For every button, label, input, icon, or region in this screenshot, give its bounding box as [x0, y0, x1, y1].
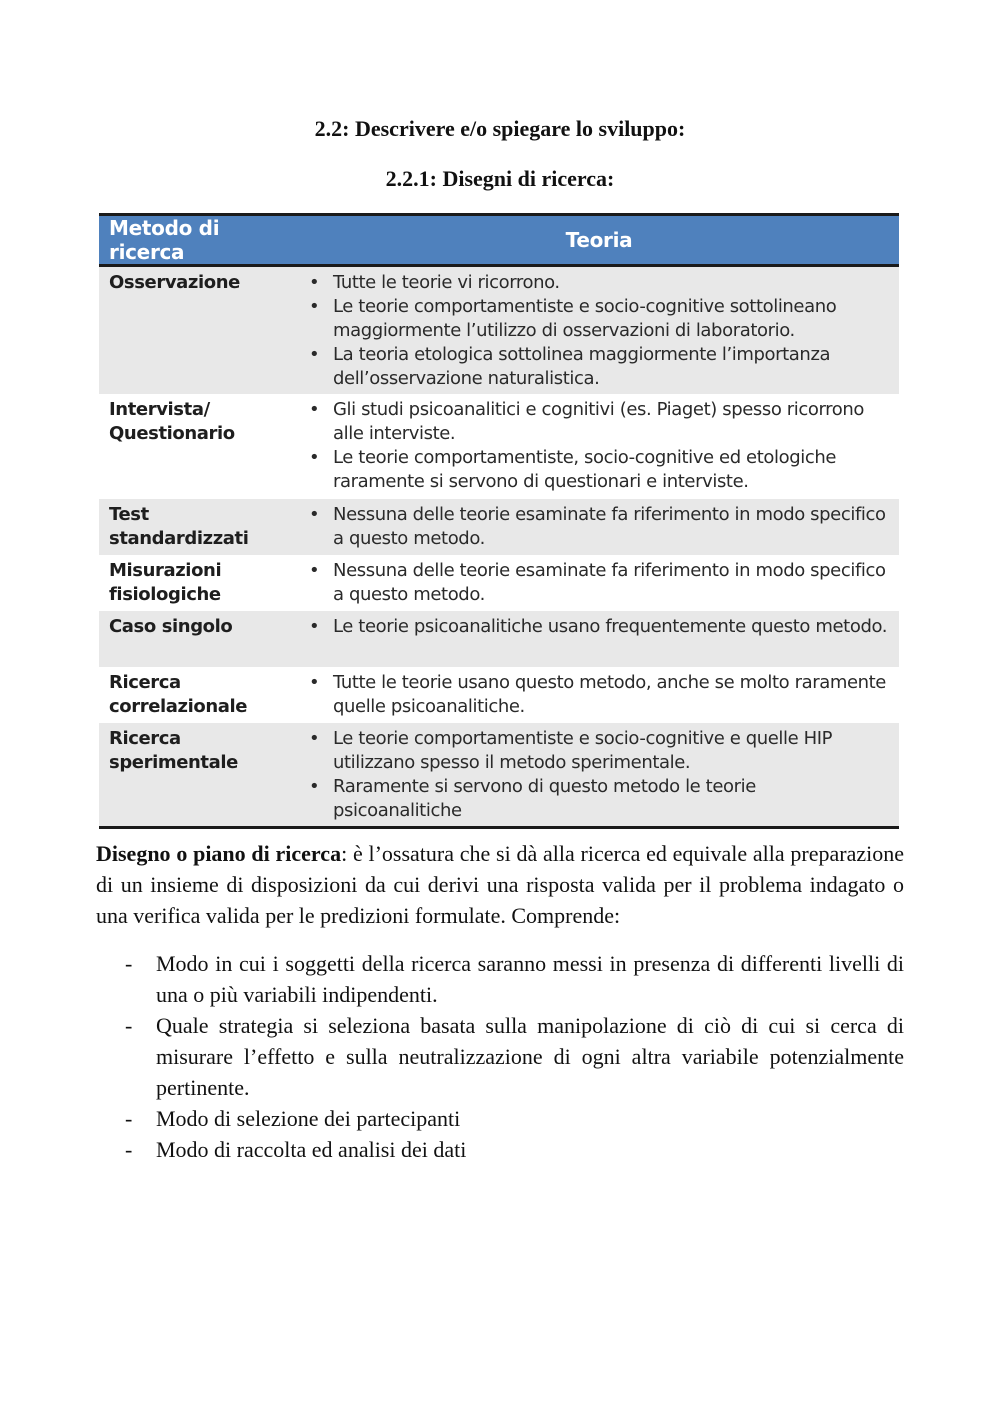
- method-cell: Test standardizzati: [99, 499, 299, 555]
- dash-marker: -: [125, 1013, 133, 1038]
- table-row: [99, 266, 899, 395]
- theory-cell: [299, 555, 899, 611]
- method-cell: Intervista/ Questionario: [109, 399, 235, 444]
- design-components-list: [96, 948, 904, 1165]
- theory-cell: [299, 499, 899, 555]
- list-item-text: Modo in cui i soggetti della ricerca saranno messi in presenza di differenti livelli di una o più variabili indipendenti.: [156, 951, 904, 1007]
- list-item: [96, 1103, 904, 1134]
- theory-item: • Nessuna delle teorie esaminate fa riferimento in modo specifico a questo metodo.: [309, 503, 889, 551]
- header-theory: Teoria: [299, 216, 899, 266]
- theory-item: • Nessuna delle teorie esaminate fa riferimento in modo specifico a questo metodo.: [309, 559, 889, 607]
- dash-marker: -: [125, 1137, 133, 1162]
- definition-paragraph: [96, 838, 904, 931]
- table-row: [99, 499, 899, 555]
- theory-item: • Le teorie comportamentiste e socio-cognitive e quelle HIP utilizzano spesso il metodo sperimentale.: [309, 727, 889, 775]
- method-cell: Ricerca correlazionale: [109, 672, 248, 717]
- list-item: [96, 948, 904, 1010]
- table-row: [99, 723, 899, 826]
- theory-item: • Tutte le teorie usano questo metodo, anche se molto raramente quelle psicoanalitiche.: [309, 671, 889, 719]
- subsection-heading: 2.2.1: Disegni di ricerca:: [385, 166, 615, 191]
- method-cell: Misurazioni fisiologiche: [109, 560, 222, 605]
- list-item-text: Quale strategia si seleziona basata sulla manipolazione di ciò di cui si cerca di misurare l’effetto e sulla neutralizzazione di ogni altra variabile potenzialmente pertinente.: [156, 1013, 904, 1100]
- theory-cell: [299, 723, 899, 826]
- list-item-text: Modo di raccolta ed analisi dei dati: [156, 1137, 467, 1162]
- table-row: [99, 611, 899, 667]
- section-heading: 2.2: Descrivere e/o spiegare lo sviluppo:: [314, 116, 686, 141]
- table-row: [99, 667, 899, 723]
- dash-marker: -: [125, 951, 133, 976]
- list-item: [96, 1010, 904, 1103]
- method-cell: Ricerca sperimentale: [99, 723, 299, 826]
- list-item-text: Modo di selezione dei partecipanti: [156, 1106, 461, 1131]
- dash-marker: -: [125, 1106, 133, 1131]
- theory-cell: [299, 667, 899, 723]
- header-method: Metodo di ricerca: [99, 216, 299, 266]
- theory-item: • Le teorie psicoanalitiche usano frequentemente questo metodo.: [309, 615, 889, 639]
- method-cell: Osservazione: [99, 266, 299, 395]
- list-item: [96, 1134, 904, 1165]
- theory-cell: [299, 394, 899, 499]
- table-row: [99, 555, 899, 611]
- theory-item: • Raramente si servono di questo metodo le teorie psicoanalitiche: [309, 775, 889, 823]
- theory-item: • Le teorie comportamentiste, socio-cognitive ed etologiche raramente si servono di questionari e interviste.: [309, 446, 889, 494]
- definition-text: : è l’ossatura che si dà alla ricerca ed equivale alla preparazione di un insieme di disposizioni da cui derivi una risposta valida per il problema indagato o una verifica valida per le predizioni formulate. Comprende:: [96, 841, 905, 928]
- theory-item: • Gli studi psicoanalitici e cognitivi (es. Piaget) spesso ricorrono alle interviste.: [309, 398, 889, 446]
- theory-cell: [299, 611, 899, 667]
- theory-item: • Tutte le teorie vi ricorrono.: [309, 271, 889, 295]
- definition-term: Disegno o piano di ricerca: [96, 841, 342, 866]
- theory-item: • La teoria etologica sottolinea maggiormente l’importanza dell’osservazione naturalistica.: [309, 343, 889, 391]
- research-methods-table: [99, 213, 899, 829]
- theory-cell: [299, 266, 899, 395]
- theory-item: • Le teorie comportamentiste e socio-cognitive sottolineano maggiormente l’utilizzo di osservazioni di laboratorio.: [309, 295, 889, 343]
- table-row: [99, 394, 899, 499]
- method-cell: Caso singolo: [99, 611, 299, 667]
- table-header-row: [99, 216, 899, 266]
